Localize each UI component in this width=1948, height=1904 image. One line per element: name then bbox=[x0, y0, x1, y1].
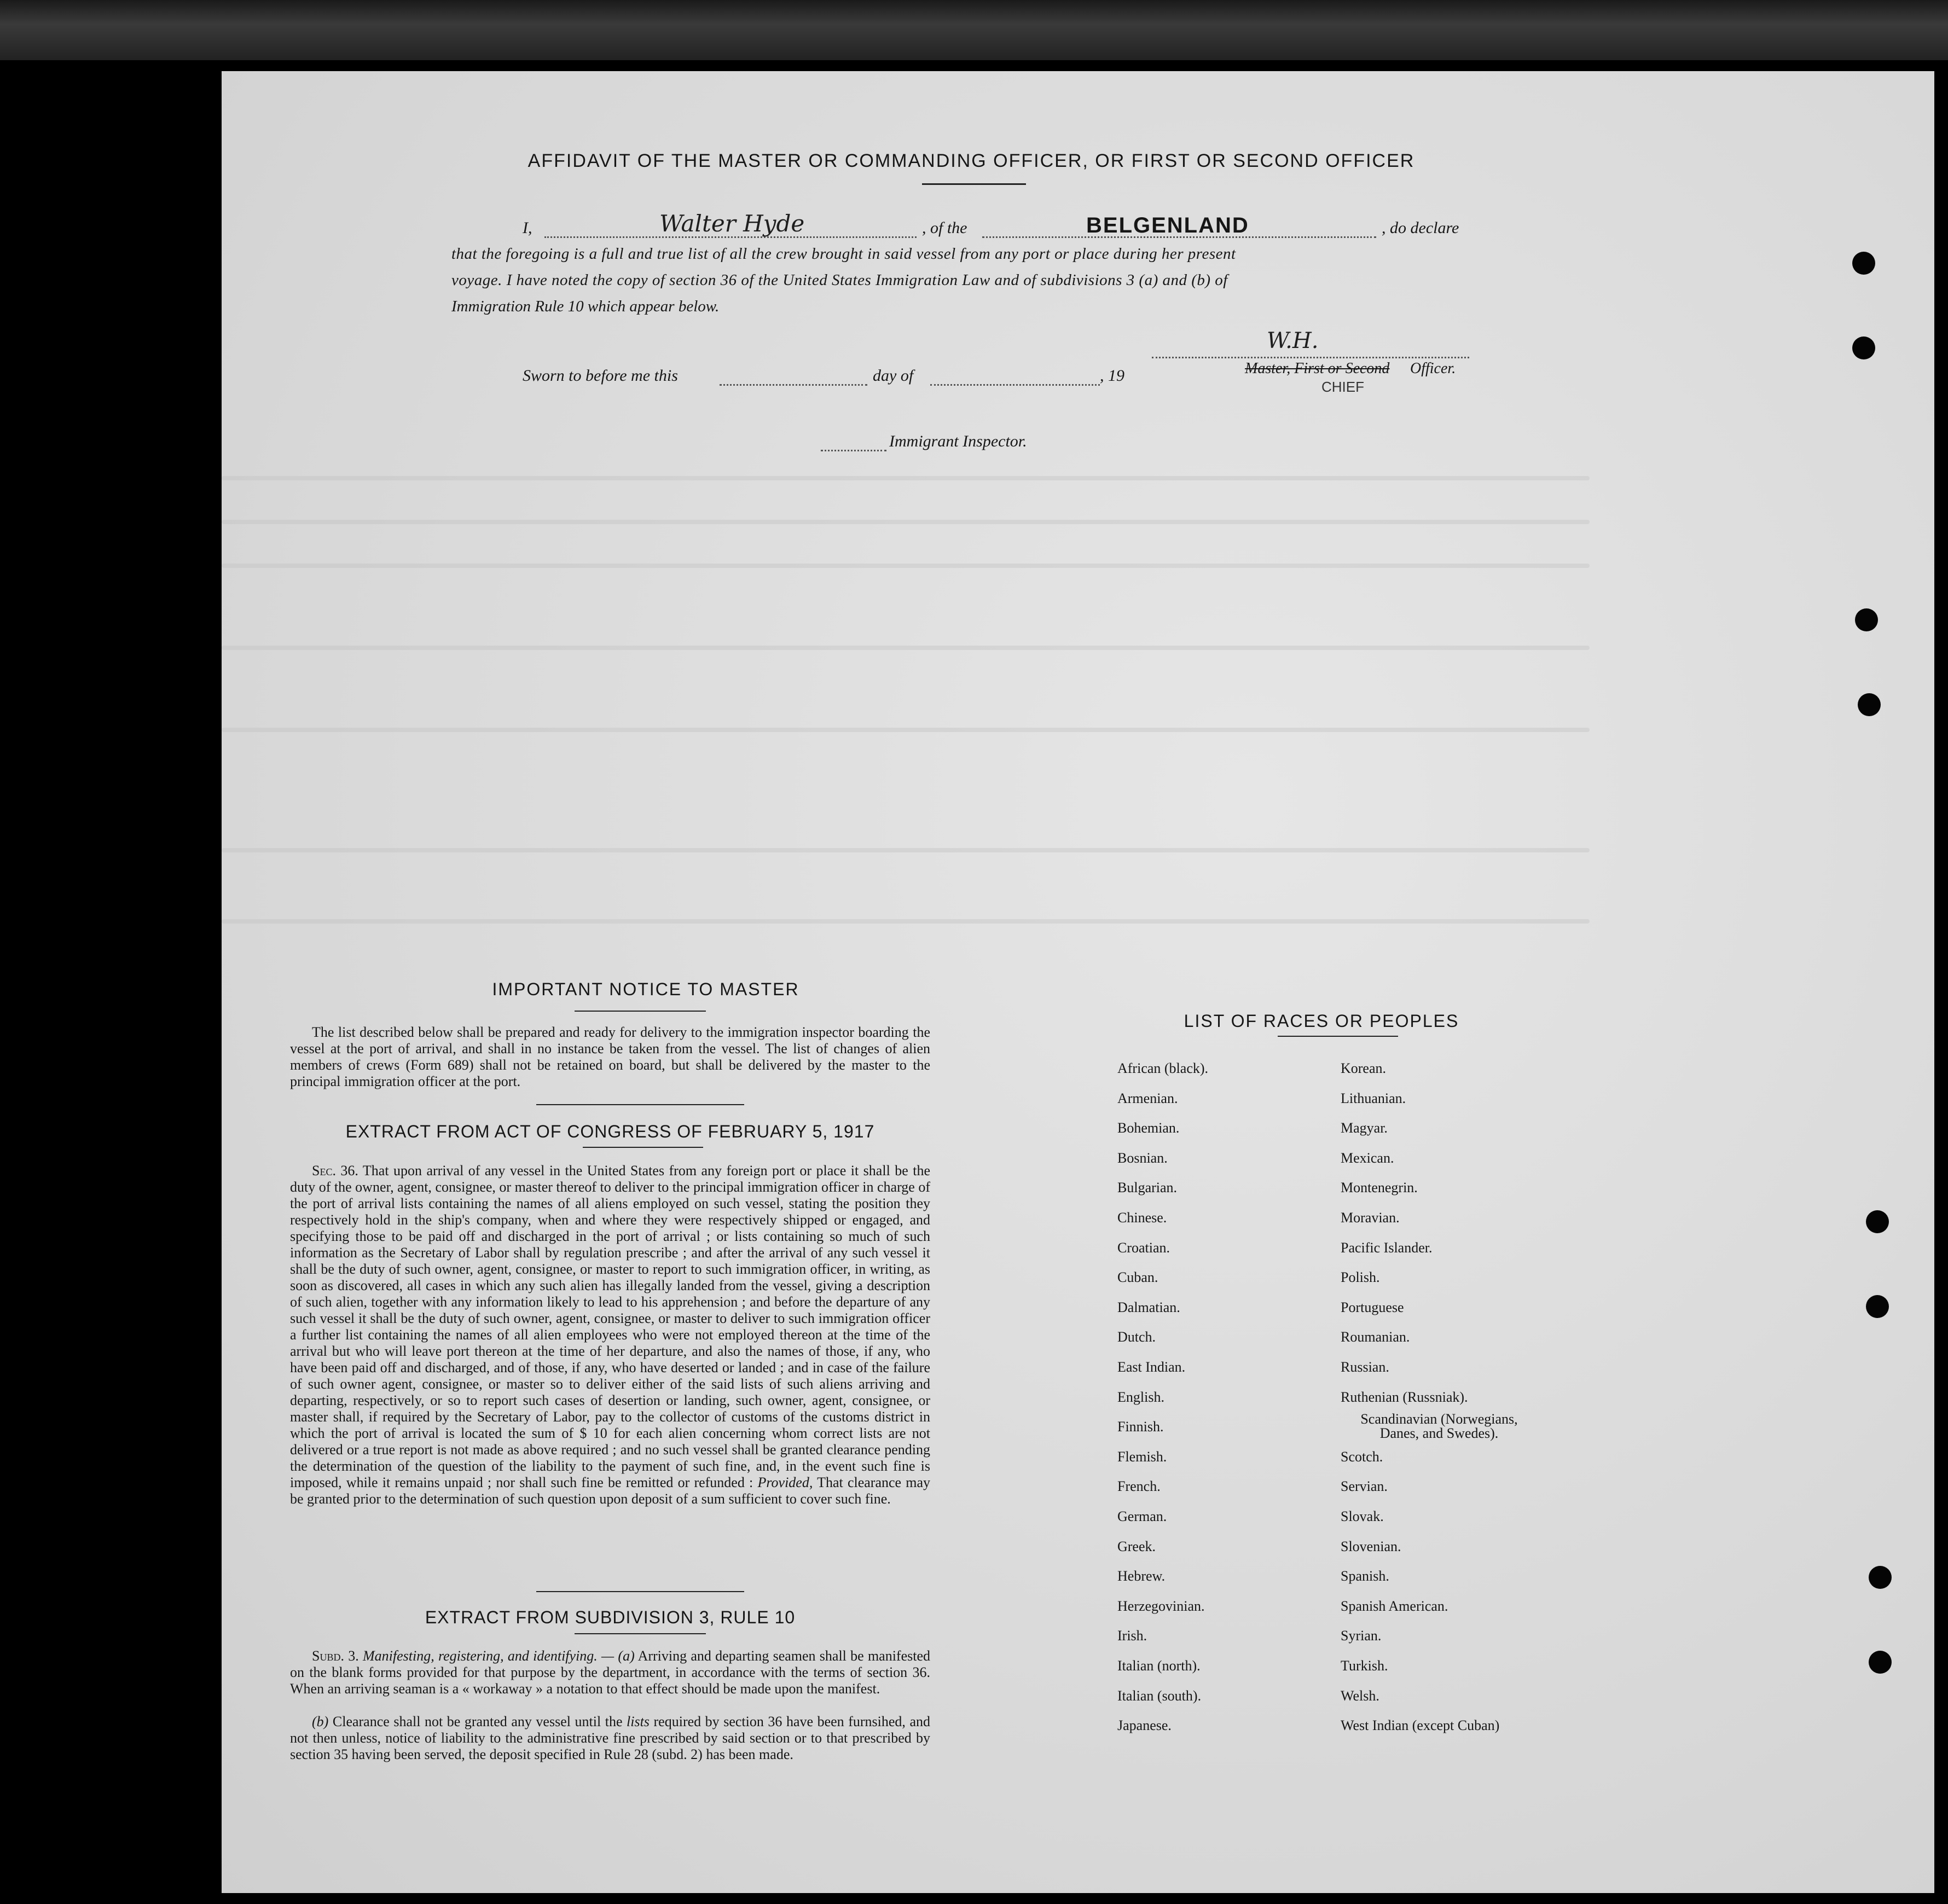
inspector-label: Immigrant Inspector. bbox=[889, 432, 1027, 450]
race-item: Scotch. bbox=[1341, 1448, 1383, 1465]
rule-body-a: Arriving and departing seamen shall be manifested on the blank forms provided for that purpose by the department, in accordance with the terms of section 36. When an arriving seaman is a « workaway » a notation to that effect should be made upon the manifest. bbox=[290, 1648, 931, 1697]
bleed-through-mark bbox=[222, 476, 1590, 480]
section-rule bbox=[536, 1591, 744, 1592]
race-item: Bulgarian. bbox=[1117, 1180, 1178, 1196]
handwritten-signature: W.H. bbox=[1267, 328, 1319, 353]
race-item: Russian. bbox=[1341, 1359, 1389, 1375]
rule-body-b1: Clearance shall not be granted any vessel until the bbox=[332, 1714, 623, 1729]
binder-hole bbox=[1852, 336, 1875, 359]
race-item: Italian (south). bbox=[1117, 1687, 1202, 1704]
race-item: Slovenian. bbox=[1341, 1538, 1401, 1554]
race-item: Slovak. bbox=[1341, 1508, 1384, 1524]
race-item: Hebrew. bbox=[1117, 1568, 1166, 1584]
race-item: Dalmatian. bbox=[1117, 1299, 1180, 1315]
affidavit-title: AFFIDAVIT OF THE MASTER OR COMMANDING OFFICER, OR FIRST OR SECOND OFFICER bbox=[527, 150, 1415, 171]
document-page bbox=[222, 71, 1934, 1893]
race-item: French. bbox=[1117, 1478, 1161, 1495]
race-item: Ruthenian (Russniak). bbox=[1341, 1389, 1468, 1405]
officer-label: Officer. bbox=[1410, 360, 1456, 377]
title-rule bbox=[922, 183, 1026, 185]
race-item: Herzegovinian. bbox=[1117, 1598, 1205, 1614]
binder-hole bbox=[1869, 1566, 1892, 1589]
notice-text bbox=[290, 1024, 930, 1090]
race-item: Welsh. bbox=[1341, 1687, 1379, 1704]
bleed-through-mark bbox=[222, 646, 1590, 650]
affidavit-line-4: Immigration Rule 10 which appear below. bbox=[451, 298, 720, 315]
races-rule bbox=[1278, 1036, 1398, 1037]
race-item: Spanish. bbox=[1341, 1568, 1389, 1584]
bleed-through-mark bbox=[222, 520, 1590, 524]
race-item: Montenegrin. bbox=[1341, 1180, 1418, 1196]
race-item: Scandinavian (Norwegians, Danes, and Swedes). bbox=[1360, 1411, 1518, 1442]
race-item: Chinese. bbox=[1117, 1210, 1167, 1226]
vessel-name: BELGENLAND bbox=[1086, 213, 1249, 237]
inspector-field bbox=[821, 438, 886, 451]
race-item: Roumanian. bbox=[1341, 1329, 1410, 1345]
notice-title: IMPORTANT NOTICE TO MASTER bbox=[492, 979, 799, 999]
rule-text-a bbox=[290, 1648, 930, 1697]
rule-subd-label: Subd. 3. bbox=[312, 1648, 359, 1664]
race-item: Cuban. bbox=[1117, 1269, 1158, 1286]
binder-hole bbox=[1855, 608, 1878, 631]
race-item: East Indian. bbox=[1117, 1359, 1186, 1375]
bleed-through-mark bbox=[222, 728, 1590, 732]
do-declare-label: , do declare bbox=[1382, 219, 1459, 237]
race-item: Dutch. bbox=[1117, 1329, 1156, 1345]
race-item: Bosnian. bbox=[1117, 1150, 1168, 1166]
rule-title: EXTRACT FROM SUBDIVISION 3, RULE 10 bbox=[425, 1607, 796, 1627]
race-item: Pacific Islander. bbox=[1341, 1239, 1433, 1256]
year-label: , 19 bbox=[1100, 367, 1124, 385]
race-item: Bohemian. bbox=[1117, 1120, 1180, 1136]
rule-text-b bbox=[290, 1714, 930, 1763]
race-item: English. bbox=[1117, 1389, 1164, 1405]
bleed-through-mark bbox=[222, 564, 1590, 568]
handwritten-chief: CHIEF bbox=[1321, 379, 1364, 395]
act-body: That upon arrival of any vessel in the United States from any foreign port or place it shall be the duty of the owner, agent, consignee, or master thereof to deliver to the principal immigration officer in charge of the port of arrival lists containing the names of all aliens employed on such vessel, stating the position they respectively hold in the ship's company, when and where they were respectively shipped or engaged, and specifying those to be paid off and discharged in the port of arrival ; or lists containing so much of such information as the Secretary of Labor shall by regulation prescribe ; and after the arrival of any such vessel it shall be the duty of such owner, agent, consignee, or master to report to such immigration officer, in writing, as soon as discovered, all cases in which any such alien has illegally landed from the vessel, giving a description of such alien, together with any information likely to lead to his apprehension ; and before the departure of any such vessel it shall be the duty of such owner, agent, consignee, or master to deliver to such immigration officer a further list containing the names of all alien employees who were not employed thereon at the time of the arrival but who will leave port thereon at the time of her departure, and also the names of those, if any, who have been paid off and discharged, and of those, if any, who have deserted or landed ; and in case of the failure of such owner agent, consignee, or master so to deliver either of the said lists of such aliens arriving and departing, respectively, or so to report such cases of desertion or landing, such owner, agent, consignee, or master shall, if required by the Secretary of Labor, pay to the collector of customs of the customs district in which the port of arrival is located the sum of $ 10 for each alien concerning whom correct lists are not delivered or a true report is not made as above required ; and no such vessel shall be granted clearance pending the determination of the question of the liability to the payment of such fine, and, in the event such fine is imposed, while it remains unpaid ; nor shall such fine be remitted or refunded : bbox=[290, 1163, 930, 1490]
race-item: Syrian. bbox=[1341, 1628, 1382, 1644]
race-item: German. bbox=[1117, 1508, 1167, 1524]
act-title: EXTRACT FROM ACT OF CONGRESS OF FEBRUARY 5, 1917 bbox=[345, 1122, 875, 1141]
notice-rule bbox=[575, 1011, 706, 1012]
of-the-label: , of the bbox=[922, 219, 967, 237]
race-item: Italian (north). bbox=[1117, 1658, 1201, 1674]
handwritten-name: Walter Hyde bbox=[659, 210, 805, 237]
binder-hole bbox=[1858, 693, 1881, 716]
rule-lists-word: lists bbox=[627, 1714, 650, 1729]
race-item: Magyar. bbox=[1341, 1120, 1388, 1136]
affidavit-line-3: voyage. I have noted the copy of section 36 of the United States Immigration Law and of subdivisions 3 (a) and (b) of bbox=[451, 271, 1228, 289]
act-sec-label: Sec. 36. bbox=[312, 1163, 358, 1179]
signature-block bbox=[1152, 328, 1480, 399]
day-of-label: day of bbox=[873, 367, 914, 385]
bleed-through-mark bbox=[222, 848, 1590, 852]
scan-top-border bbox=[0, 0, 1948, 60]
race-item: Lithuanian. bbox=[1341, 1090, 1406, 1106]
race-item: Turkish. bbox=[1341, 1658, 1388, 1674]
race-item: Croatian. bbox=[1117, 1239, 1170, 1256]
race-item: Mexican. bbox=[1341, 1150, 1394, 1166]
act-body-end: That clearance may be granted prior to the determination of such question upon deposit of a sum sufficient to cover such fine. bbox=[290, 1475, 931, 1507]
rule-b-label: (b) bbox=[312, 1714, 329, 1729]
binder-hole bbox=[1866, 1210, 1889, 1233]
sworn-label: Sworn to before me this bbox=[523, 367, 678, 385]
affidavit-line-2: that the foregoing is a full and true list of all the crew brought in said vessel from any port or place during her present bbox=[451, 245, 1236, 263]
i-label: I, bbox=[523, 219, 532, 237]
rule-title-rule bbox=[575, 1633, 706, 1634]
race-item: Finnish. bbox=[1117, 1419, 1164, 1435]
day-field bbox=[720, 372, 867, 386]
race-item: Armenian. bbox=[1117, 1090, 1178, 1106]
race-item: Flemish. bbox=[1117, 1448, 1167, 1465]
race-item: Polish. bbox=[1341, 1269, 1380, 1286]
races-title: LIST OF RACES OR PEOPLES bbox=[1184, 1011, 1459, 1031]
rule-subd-heading: Manifesting, registering, and identifying. — (a) bbox=[362, 1648, 635, 1664]
rule-body-b2: required by section 36 have been furnsihed, and not then unless, notice of liability to the administrative fine prescribed by said section or to that prescribed by section 35 having been served, the deposit specified in Rule 28 (subd. 2) has been made. bbox=[290, 1714, 930, 1762]
race-item: African (black). bbox=[1117, 1060, 1209, 1076]
act-text bbox=[290, 1163, 930, 1507]
officer-struck-text: Master, First or Second bbox=[1245, 360, 1390, 377]
race-item: Spanish American. bbox=[1341, 1598, 1448, 1614]
month-field bbox=[930, 372, 1100, 386]
race-item: Moravian. bbox=[1341, 1210, 1400, 1226]
notice-body: The list described below shall be prepared and ready for delivery to the immigration inspector boarding the vessel at the port of arrival, and shall in no instance be taken from the vessel. The list of changes of alien members of crews (Form 689) shall not be retained on board, but shall be delivered by the master to the principal immigration officer at the port. bbox=[290, 1024, 930, 1089]
race-item: Korean. bbox=[1341, 1060, 1387, 1076]
race-item: West Indian (except Cuban) bbox=[1341, 1717, 1500, 1734]
binder-hole bbox=[1869, 1651, 1892, 1674]
binder-hole bbox=[1852, 252, 1875, 275]
section-rule bbox=[536, 1104, 744, 1105]
race-item: Servian. bbox=[1341, 1478, 1388, 1495]
act-rule bbox=[583, 1147, 703, 1148]
bleed-through-mark bbox=[222, 919, 1590, 924]
binder-hole bbox=[1866, 1295, 1889, 1318]
race-item: Portuguese bbox=[1341, 1299, 1404, 1315]
race-item: Greek. bbox=[1117, 1538, 1156, 1554]
race-item: Irish. bbox=[1117, 1628, 1147, 1644]
act-provided: Provided, bbox=[757, 1475, 813, 1490]
race-item: Japanese. bbox=[1117, 1717, 1172, 1734]
